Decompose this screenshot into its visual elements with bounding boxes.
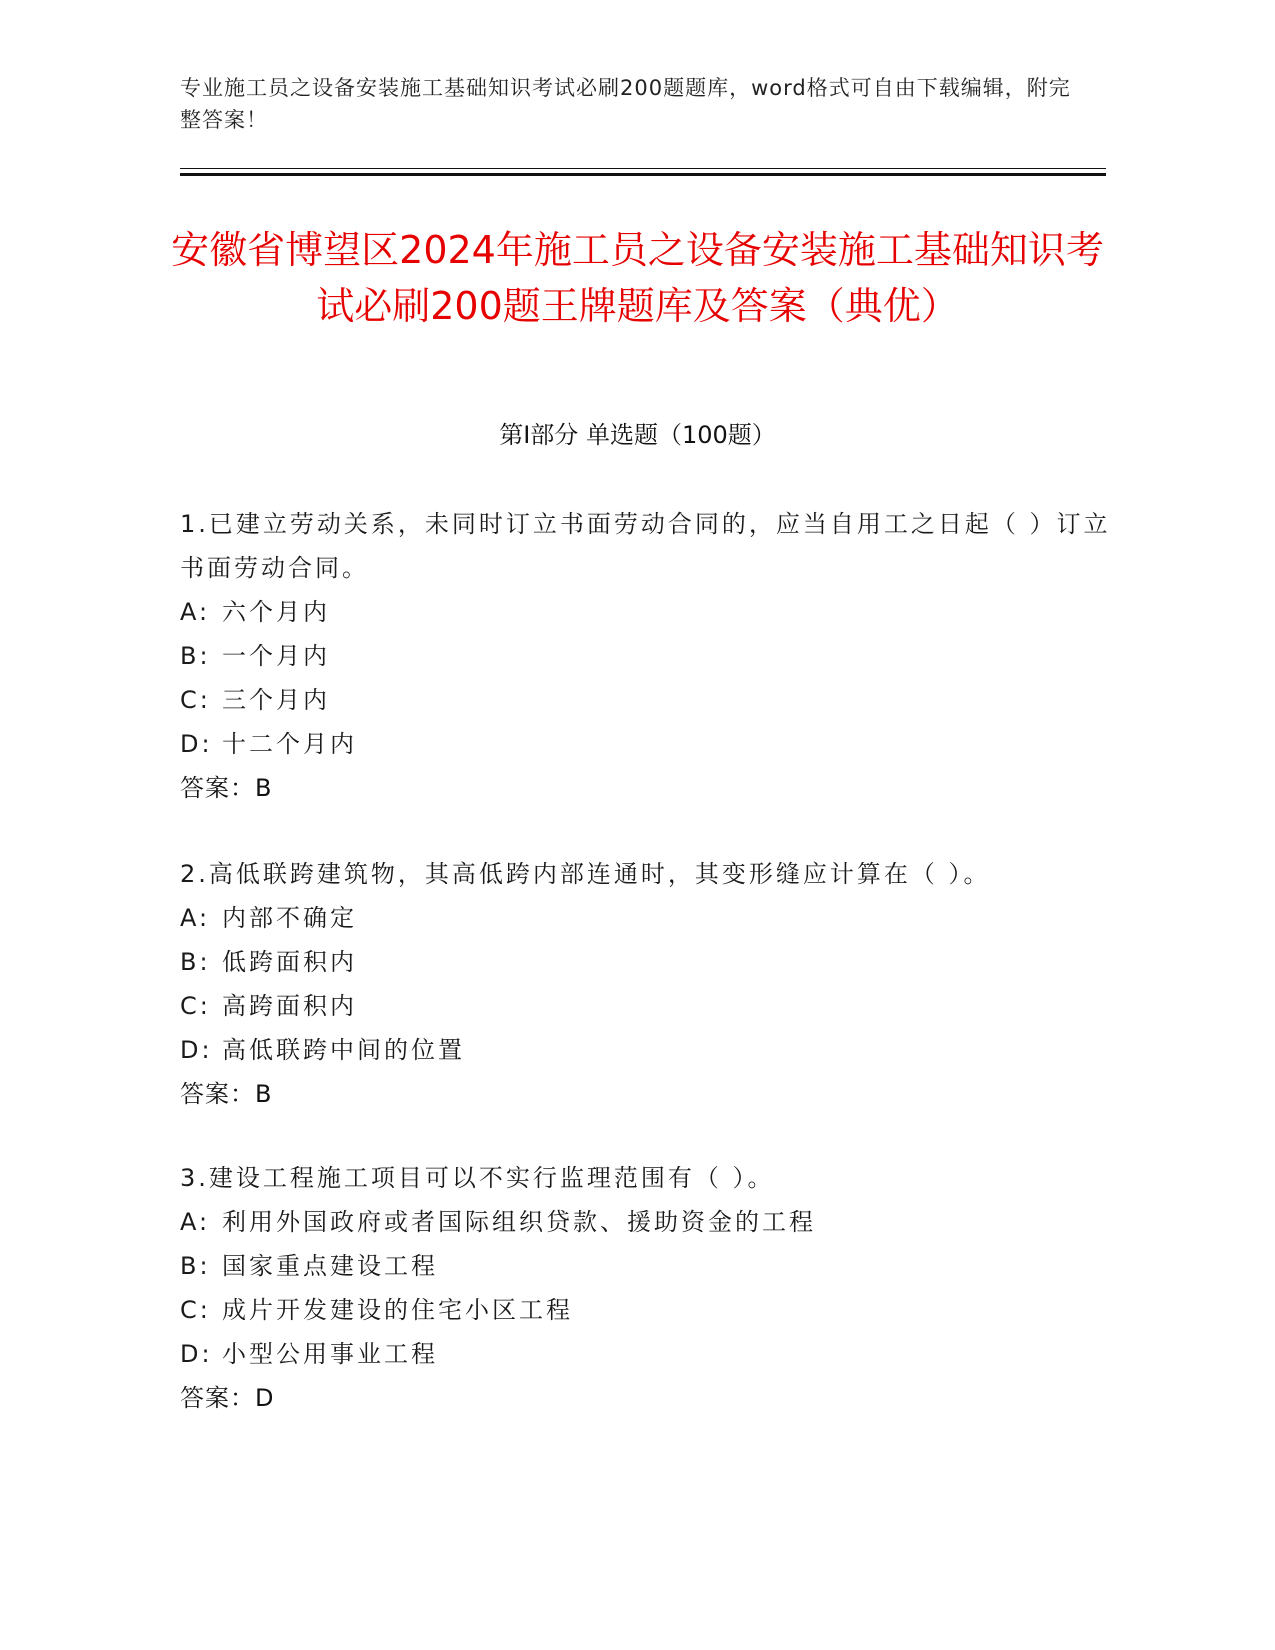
option-key: D: bbox=[180, 1036, 213, 1064]
section-heading: 第I部分 单选题（100题） bbox=[499, 421, 776, 449]
option-key: C: bbox=[180, 1296, 211, 1324]
question-stem: 2.高低联跨建筑物，其高低跨内部连通时，其变形缝应计算在（ ）。 bbox=[180, 860, 991, 888]
option-text: 一个月内 bbox=[222, 642, 330, 670]
option-key: C: bbox=[180, 992, 211, 1020]
option-key: B: bbox=[180, 948, 211, 976]
option-text: 国家重点建设工程 bbox=[222, 1252, 438, 1280]
option-text: 十二个月内 bbox=[222, 730, 357, 758]
option-key: A: bbox=[180, 1208, 211, 1236]
option-text: 成片开发建设的住宅小区工程 bbox=[222, 1296, 573, 1324]
option-b bbox=[180, 940, 1120, 984]
question-3 bbox=[180, 1156, 1120, 1420]
option-key: B: bbox=[180, 642, 211, 670]
question-stem: 3.建设工程施工项目可以不实行监理范围有（ ）。 bbox=[180, 1164, 775, 1192]
header-note: 专业施工员之设备安装施工基础知识考试必刷200题题库，word格式可自由下载编辑，附完整答案！ bbox=[180, 76, 1071, 132]
header-divider-thick bbox=[180, 173, 1106, 176]
option-text: 小型公用事业工程 bbox=[222, 1340, 438, 1368]
answer: 答案：B bbox=[180, 1080, 273, 1108]
header-divider-thin bbox=[180, 168, 1106, 169]
option-text: 利用外国政府或者国际组织贷款、援助资金的工程 bbox=[222, 1208, 816, 1236]
option-a bbox=[180, 1200, 1120, 1244]
option-key: D: bbox=[180, 730, 213, 758]
option-key: C: bbox=[180, 686, 211, 714]
question-1 bbox=[180, 502, 1120, 810]
option-b bbox=[180, 1244, 1120, 1288]
option-a bbox=[180, 896, 1120, 940]
option-c bbox=[180, 1288, 1120, 1332]
option-key: B: bbox=[180, 1252, 211, 1280]
option-text: 内部不确定 bbox=[222, 904, 357, 932]
option-key: D: bbox=[180, 1340, 213, 1368]
question-stem: 1.已建立劳动关系，未同时订立书面劳动合同的，应当自用工之日起（ ）订立书面劳动合同。 bbox=[180, 510, 1111, 582]
option-key: A: bbox=[180, 904, 211, 932]
option-text: 高低联跨中间的位置 bbox=[222, 1036, 465, 1064]
option-a bbox=[180, 590, 1120, 634]
option-key: A: bbox=[180, 598, 211, 626]
option-text: 三个月内 bbox=[222, 686, 330, 714]
option-text: 低跨面积内 bbox=[222, 948, 357, 976]
answer: 答案：B bbox=[180, 774, 273, 802]
option-c bbox=[180, 984, 1120, 1028]
option-d bbox=[180, 1332, 1120, 1376]
option-d bbox=[180, 722, 1120, 766]
option-c bbox=[180, 678, 1120, 722]
option-d bbox=[180, 1028, 1120, 1072]
question-2 bbox=[180, 852, 1120, 1116]
option-text: 六个月内 bbox=[222, 598, 330, 626]
option-text: 高跨面积内 bbox=[222, 992, 357, 1020]
answer: 答案：D bbox=[180, 1384, 275, 1412]
option-b bbox=[180, 634, 1120, 678]
document-title: 安徽省博望区2024年施工员之设备安装施工基础知识考试必刷200题王牌题库及答案（典优） bbox=[171, 228, 1104, 328]
